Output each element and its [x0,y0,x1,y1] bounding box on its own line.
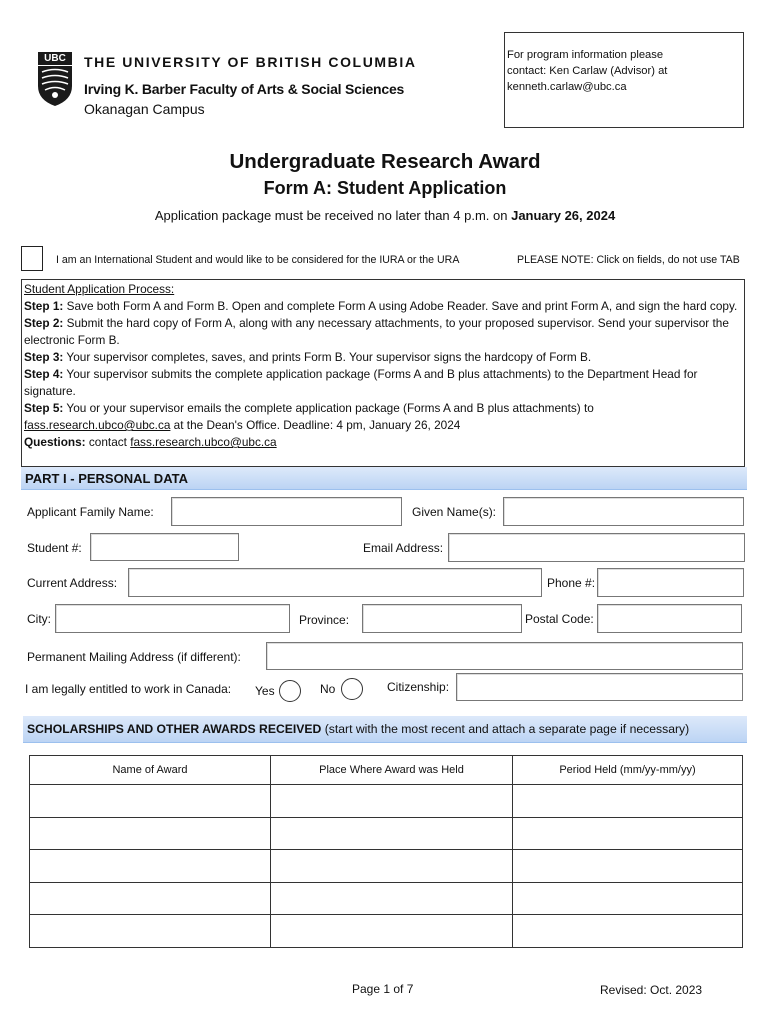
city-field[interactable] [55,604,290,633]
questions-text: contact [85,435,131,449]
award-name-cell[interactable] [30,915,271,948]
table-row [30,915,743,948]
contact-line: For program information please [507,49,664,61]
questions-email-link[interactable]: fass.research.ubco@ubc.ca [130,435,277,449]
column-header: Period Held (mm/yy-mm/yy) [513,756,743,785]
award-place-cell[interactable] [271,785,513,818]
award-name-cell[interactable] [30,817,271,850]
province-label: Province: [299,613,350,627]
scholarships-note: (start with the most recent and attach a separate page if necessary) [321,722,690,736]
city-label: City: [27,612,51,626]
family-name-field[interactable] [171,497,402,526]
faculty-name: Irving K. Barber Faculty of Arts & Social Sciences [84,81,405,97]
mailing-address-field[interactable] [266,642,743,670]
dean-email-link[interactable]: fass.research.ubco@ubc.ca [24,418,171,432]
step-text: Your supervisor completes, saves, and prints Form B. Your supervisor signs the hardcopy of Form B. [63,350,592,364]
step-text: Submit the hard copy of Form A, along with any necessary attachments, to your proposed supervisor. Send your supervisor the electronic Form B. [24,316,729,347]
work-no-radio[interactable] [341,678,363,700]
deadline-prefix: Application package must be received no later than 4 p.m. on [154,208,512,223]
scholarships-section-bar [23,716,747,743]
citizenship-label: Citizenship: [387,680,450,694]
column-header: Place Where Award was Held [271,756,513,785]
step-text: at the Dean's Office. Deadline: 4 pm, January 26, 2024 [170,418,461,432]
campus-name: Okanagan Campus [84,101,205,117]
no-label: No [320,682,336,696]
table-row [30,785,743,818]
award-name-cell[interactable] [30,882,271,915]
mailing-address-label: Permanent Mailing Address (if different): [27,650,241,664]
form-subtitle: Form A: Student Application [263,178,507,198]
award-place-cell[interactable] [271,882,513,915]
part1-heading: PART I - PERSONAL DATA [25,471,188,486]
step-label: Step 1: [24,299,64,313]
award-period-cell[interactable] [513,882,743,915]
click-fields-note: PLEASE NOTE: Click on fields, do not use TAB [517,254,740,266]
award-name-cell[interactable] [30,850,271,883]
email-field[interactable] [448,533,745,562]
email-label: Email Address: [363,541,444,555]
step-label: Step 4: [24,367,64,381]
questions-label: Questions: [24,435,86,449]
awards-table [29,755,743,948]
process-heading: Student Application Process: [24,282,175,296]
award-place-cell[interactable] [271,817,513,850]
part1-section-bar [21,467,747,490]
scholarships-title: SCHOLARSHIPS AND OTHER AWARDS RECEIVED [27,722,322,736]
table-row [30,850,743,883]
given-names-field[interactable] [503,497,744,526]
crest-text: UBC [44,53,66,64]
awards-header-row [30,756,743,785]
step-text: Your supervisor submits the complete application package (Forms A and B plus attachments) to the Department Head for signature. [24,367,698,398]
international-student-label: I am an International Student and would like to be considered for the IURA or the URA [56,254,460,266]
international-student-checkbox[interactable] [21,246,43,271]
phone-label: Phone #: [547,576,596,590]
step-text: Save both Form A and Form B. Open and complete Form A using Adobe Reader. Save and print Form A, and sign the hard copy. [63,299,738,313]
university-name: THE UNIVERSITY OF BRITISH COLUMBIA [84,54,417,70]
table-row [30,817,743,850]
form-title: Undergraduate Research Award [229,150,541,173]
postal-code-field[interactable] [597,604,742,633]
award-period-cell[interactable] [513,915,743,948]
step-label: Step 5: [24,401,64,415]
award-period-cell[interactable] [513,817,743,850]
work-yes-radio[interactable] [279,680,301,702]
award-place-cell[interactable] [271,915,513,948]
current-address-field[interactable] [128,568,542,597]
scholarships-heading [27,722,689,736]
current-address-label: Current Address: [27,576,118,590]
yes-label: Yes [255,684,275,698]
award-name-cell[interactable] [30,785,271,818]
column-header: Name of Award [30,756,271,785]
revised-date: Revised: Oct. 2023 [600,983,703,997]
citizenship-field[interactable] [456,673,743,701]
award-place-cell[interactable] [271,850,513,883]
step-label: Step 2: [24,316,64,330]
ubc-crest-logo [38,52,72,106]
table-row [30,882,743,915]
step-text: You or your supervisor emails the complete application package (Forms A and B plus attachments) to [63,401,594,415]
student-number-label: Student #: [27,541,82,555]
award-period-cell[interactable] [513,850,743,883]
application-process-box [21,279,745,467]
contact-line: kenneth.carlaw@ubc.ca [507,81,627,93]
phone-field[interactable] [597,568,744,597]
family-name-label: Applicant Family Name: [27,505,154,519]
award-period-cell[interactable] [513,785,743,818]
deadline-date: January 26, 2024 [511,208,616,223]
contact-line: contact: Ken Carlaw (Advisor) at [507,65,668,77]
step-label: Step 3: [24,350,64,364]
given-names-label: Given Name(s): [412,505,497,519]
postal-code-label: Postal Code: [525,612,594,626]
contact-box [504,32,744,128]
work-entitlement-label: I am legally entitled to work in Canada: [25,682,232,696]
deadline-line [0,208,770,223]
province-field[interactable] [362,604,522,633]
student-number-field[interactable] [90,533,239,561]
page-number: Page 1 of 7 [352,982,414,996]
